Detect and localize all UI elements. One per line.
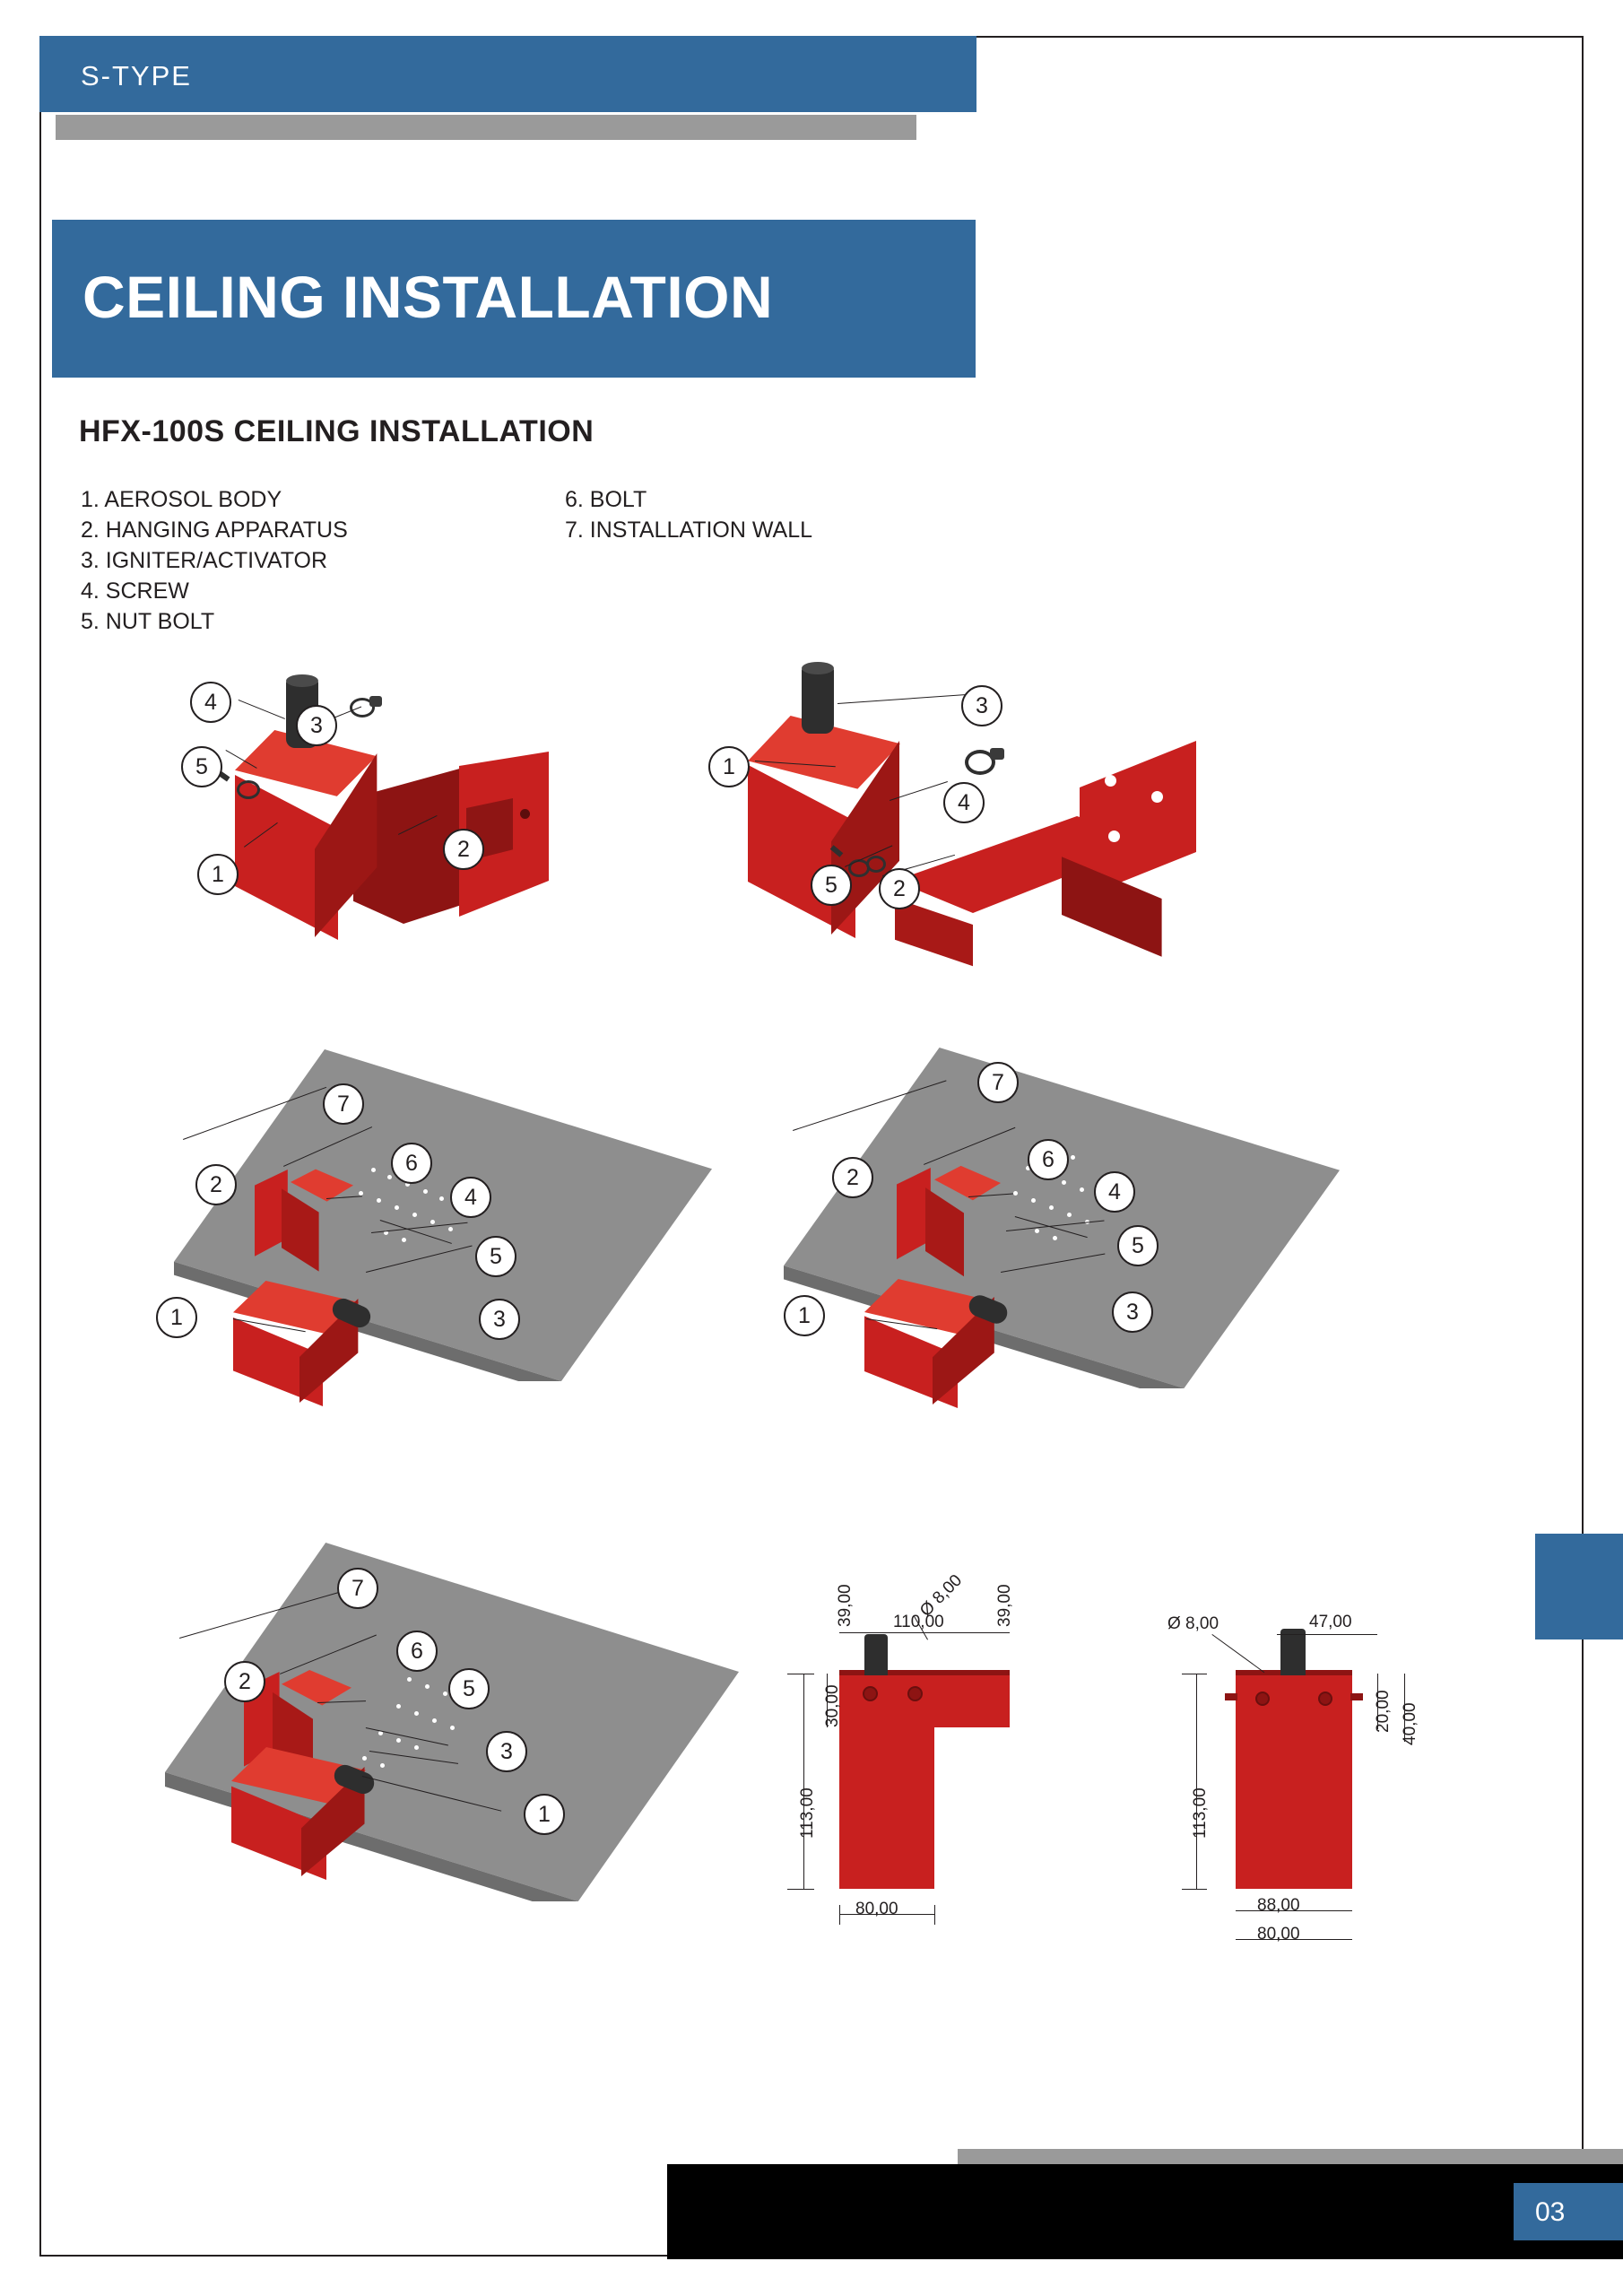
dim-88: 88,00: [1257, 1896, 1300, 1915]
igniter-activator: [802, 665, 834, 734]
callout-3: 3: [1112, 1292, 1153, 1333]
front-view-tab-left: [1225, 1693, 1237, 1700]
dim-80: 80,00: [1257, 1925, 1300, 1944]
dim-line: [1196, 1674, 1197, 1889]
callout-3: 3: [486, 1731, 527, 1772]
bracket-hole: [1151, 791, 1163, 803]
figure-exploded-left: [174, 664, 676, 1040]
dim-line: [1277, 1634, 1377, 1635]
callout-5: 5: [448, 1668, 490, 1709]
figure-wall-step-3: [138, 1525, 766, 1955]
figures-area: [39, 664, 1584, 2135]
front-view-bracket: [1236, 1674, 1352, 1726]
dim-20: 20,00: [1374, 1690, 1393, 1733]
dim-39-left: 39,00: [836, 1584, 855, 1627]
dim-line: [787, 1889, 814, 1890]
callout-6: 6: [1028, 1139, 1069, 1180]
bracket-hole: [1108, 831, 1120, 842]
callout-1: 1: [784, 1295, 825, 1336]
bracket-hole: [520, 809, 530, 819]
callout-1: 1: [197, 854, 239, 895]
legend-item: 7. INSTALLATION WALL: [565, 517, 813, 543]
legend-item: 5. NUT BOLT: [81, 609, 215, 634]
leader-line: [838, 694, 967, 704]
callout-5: 5: [811, 865, 852, 906]
dim-line: [803, 1674, 804, 1889]
screw-head: [369, 696, 382, 707]
dim-30: 30,00: [823, 1684, 842, 1727]
side-view-bracket-arm: [839, 1674, 1010, 1727]
dim-110: 110,00: [893, 1613, 944, 1631]
nut-bolt-washer: [866, 856, 886, 873]
callout-4: 4: [943, 782, 985, 823]
dim-40: 40,00: [1401, 1702, 1419, 1745]
dim-47: 47,00: [1309, 1613, 1352, 1631]
page-title: CEILING INSTALLATION: [82, 264, 774, 330]
drawing-front-view: [1142, 1570, 1537, 1964]
side-view-hole: [907, 1686, 923, 1701]
callout-6: 6: [396, 1631, 438, 1672]
callout-2: 2: [443, 829, 484, 870]
callout-5: 5: [475, 1236, 516, 1277]
side-view-hole: [863, 1686, 878, 1701]
callout-3: 3: [296, 705, 337, 746]
callout-4: 4: [190, 682, 231, 723]
footer-blue-bar: [1514, 2183, 1623, 2240]
callout-6: 6: [391, 1143, 432, 1184]
figure-exploded-right: [703, 664, 1331, 1058]
header-gray-bar: [56, 115, 916, 140]
figure-wall-step-2: [757, 1031, 1376, 1435]
legend-item: 2. HANGING APPARATUS: [81, 517, 348, 543]
header-tag-label: S-TYPE: [81, 60, 192, 91]
footer-black-bar: [667, 2164, 1623, 2259]
section-subtitle: HFX-100S CEILING INSTALLATION: [79, 414, 595, 448]
callout-7: 7: [977, 1062, 1019, 1103]
nut-bolt-washer: [237, 780, 260, 799]
dim-diameter-8: Ø 8,00: [916, 1570, 967, 1621]
igniter-activator: [1280, 1629, 1306, 1675]
dim-39-right: 39,00: [995, 1584, 1014, 1627]
legend-column-right: [565, 484, 812, 545]
callout-2: 2: [832, 1157, 873, 1198]
callout-3: 3: [961, 685, 1002, 726]
callout-1: 1: [708, 746, 750, 787]
bracket-hole: [1182, 857, 1193, 869]
igniter-activator: [864, 1634, 888, 1675]
callout-1: 1: [524, 1794, 565, 1835]
callout-7: 7: [323, 1083, 364, 1125]
callout-4: 4: [450, 1177, 491, 1218]
legend-item: 3. IGNITER/ACTIVATOR: [81, 548, 328, 573]
page-number: 03: [1535, 2197, 1566, 2227]
igniter-top: [802, 662, 834, 674]
dim-line: [839, 1905, 840, 1925]
callout-2: 2: [195, 1164, 237, 1205]
front-view-hole: [1255, 1692, 1270, 1706]
front-view-hole: [1318, 1692, 1332, 1706]
dim-113: 113,00: [798, 1787, 817, 1839]
callout-1: 1: [156, 1297, 197, 1338]
dim-line: [1182, 1889, 1207, 1890]
legend-column-left: [81, 484, 348, 637]
front-view-tab-right: [1350, 1693, 1363, 1700]
callout-4: 4: [1094, 1171, 1135, 1213]
igniter-top: [286, 674, 318, 687]
leader-line: [239, 700, 285, 719]
callout-5: 5: [181, 746, 222, 787]
callout-3: 3: [479, 1299, 520, 1340]
bracket-hole: [1105, 775, 1116, 787]
legend-item: 4. SCREW: [81, 578, 189, 604]
right-edge-tab: [1535, 1534, 1623, 1639]
dim-line: [934, 1905, 935, 1925]
drawing-side-view: [757, 1570, 1133, 1964]
dim-diameter-8: Ø 8,00: [1167, 1614, 1219, 1633]
dim-80: 80,00: [855, 1900, 898, 1918]
callout-2: 2: [879, 868, 920, 909]
callout-7: 7: [337, 1568, 378, 1609]
legend-item: 1. AEROSOL BODY: [81, 487, 282, 512]
dim-113: 113,00: [1191, 1787, 1210, 1839]
figure-wall-step-1: [147, 1040, 739, 1435]
screw-head: [990, 748, 1004, 760]
callout-5: 5: [1117, 1225, 1159, 1266]
leader-line: [1211, 1634, 1264, 1673]
callout-2: 2: [224, 1661, 265, 1702]
legend-item: 6. BOLT: [565, 487, 647, 512]
